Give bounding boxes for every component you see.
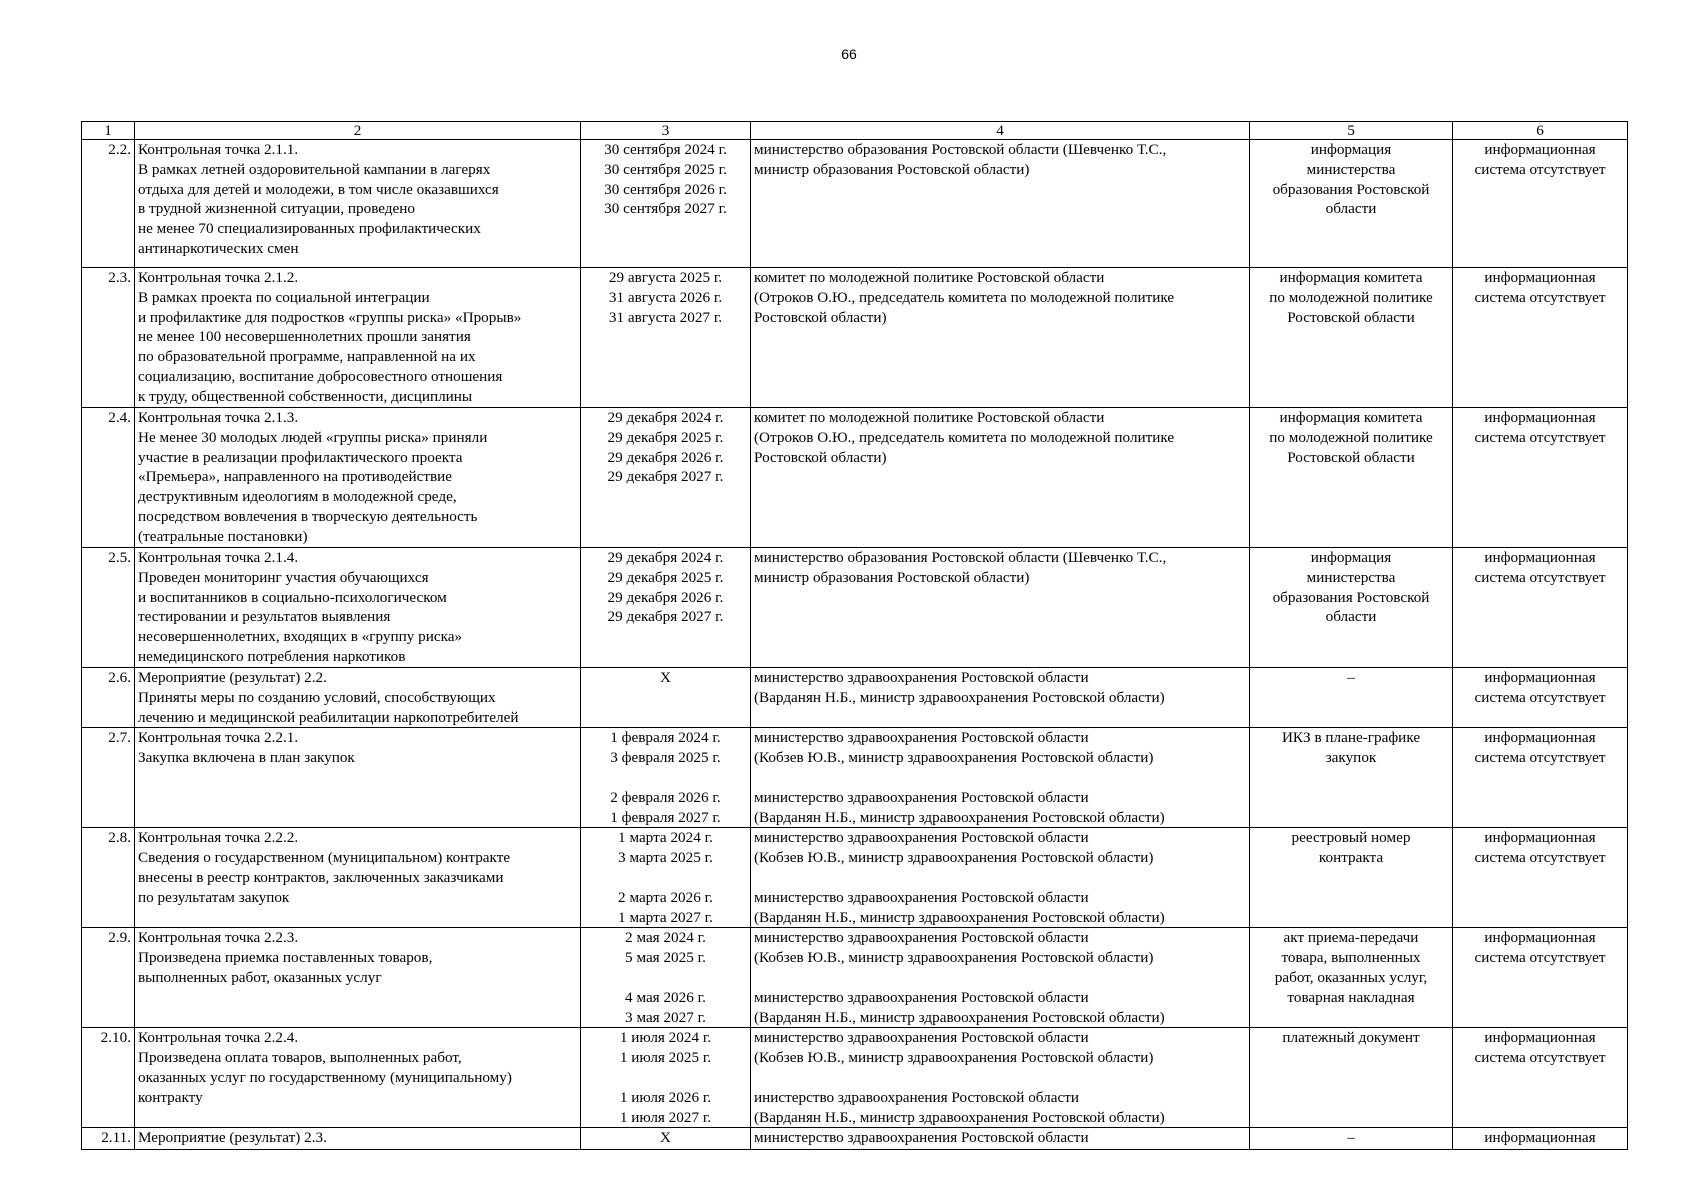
header-cell: 3 <box>581 122 751 140</box>
info-system-cell: информационная система отсутствует <box>1453 1028 1628 1128</box>
responsible-cell: комитет по молодежной политике Ростовской области (Отроков О.Ю., председатель комитета по молодежной политике Ростовской области) <box>751 408 1250 548</box>
table-row <box>82 1028 1628 1128</box>
document-type-cell: информация комитета по молодежной политике Ростовской области <box>1250 408 1453 548</box>
document-type-cell: ИКЗ в плане-графике закупок <box>1250 728 1453 828</box>
table-row <box>82 728 1628 828</box>
document-type-cell: акт приема-передачи товара, выполненных работ, оказанных услуг, товарная накладная <box>1250 928 1453 1028</box>
header-cell: 2 <box>135 122 581 140</box>
responsible-cell: министерство здравоохранения Ростовской области (Кобзев Ю.В., министр здравоохранения Ростовской области) министерство здравоохранения Ростовской области (Варданян Н.Б., министр здравоохранения Ростовской области) <box>751 728 1250 828</box>
document-type-cell: реестровый номер контракта <box>1250 828 1453 928</box>
deadline-cell: X <box>581 1128 751 1150</box>
row-number: 2.8. <box>82 828 135 928</box>
table-row <box>82 408 1628 548</box>
deadline-cell: 30 сентября 2024 г. 30 сентября 2025 г. 30 сентября 2026 г. 30 сентября 2027 г. <box>581 140 751 268</box>
info-system-cell: информационная система отсутствует <box>1453 928 1628 1028</box>
row-number: 2.7. <box>82 728 135 828</box>
table-row <box>82 928 1628 1028</box>
row-number: 2.3. <box>82 268 135 408</box>
deadline-cell: 29 августа 2025 г. 31 августа 2026 г. 31 августа 2027 г. <box>581 268 751 408</box>
deadline-cell: 1 марта 2024 г. 3 марта 2025 г. 2 марта 2026 г. 1 марта 2027 г. <box>581 828 751 928</box>
deadline-cell: 1 июля 2024 г. 1 июля 2025 г. 1 июля 2026 г. 1 июля 2027 г. <box>581 1028 751 1128</box>
responsible-cell: министерство образования Ростовской области (Шевченко Т.С., министр образования Ростовской области) <box>751 140 1250 268</box>
page-number: 66 <box>841 46 857 62</box>
measure-name: Контрольная точка 2.1.4. Проведен мониторинг участия обучающихся и воспитанников в социально-психологическом тестировании и результатов выявления несовершеннолетних, входящих в «группу риска» немедицинского потребления наркотиков <box>135 548 581 668</box>
row-number: 2.6. <box>82 668 135 728</box>
header-cell: 4 <box>751 122 1250 140</box>
document-type-cell: – <box>1250 1128 1453 1150</box>
table-row <box>82 828 1628 928</box>
deadline-cell: 2 мая 2024 г. 5 мая 2025 г. 4 мая 2026 г. 3 мая 2027 г. <box>581 928 751 1028</box>
table-row <box>82 268 1628 408</box>
info-system-cell: информационная система отсутствует <box>1453 828 1628 928</box>
document-type-cell: информация комитета по молодежной политике Ростовской области <box>1250 268 1453 408</box>
row-number: 2.10. <box>82 1028 135 1128</box>
header-cell: 1 <box>82 122 135 140</box>
plan-table <box>81 121 1628 1150</box>
row-number: 2.5. <box>82 548 135 668</box>
row-number: 2.9. <box>82 928 135 1028</box>
deadline-cell: 29 декабря 2024 г. 29 декабря 2025 г. 29 декабря 2026 г. 29 декабря 2027 г. <box>581 408 751 548</box>
document-type-cell: информация министерства образования Ростовской области <box>1250 548 1453 668</box>
responsible-cell: министерство здравоохранения Ростовской области (Варданян Н.Б., министр здравоохранения Ростовской области) <box>751 668 1250 728</box>
table-row <box>82 1128 1628 1150</box>
document-type-cell: – <box>1250 668 1453 728</box>
info-system-cell: информационная система отсутствует <box>1453 140 1628 268</box>
measure-name: Контрольная точка 2.2.4. Произведена оплата товаров, выполненных работ, оказанных услуг по государственному (муниципальному) контракту <box>135 1028 581 1128</box>
header-cell: 5 <box>1250 122 1453 140</box>
info-system-cell: информационная система отсутствует <box>1453 268 1628 408</box>
table-row <box>82 668 1628 728</box>
measure-name: Контрольная точка 2.1.2. В рамках проекта по социальной интеграции и профилактике для подростков «группы риска» «Прорыв» не менее 100 несовершеннолетних прошли занятия по образовательной программе, направленной на их социализацию, воспитание добросовестного отношения к труду, общественной собственности, дисциплины <box>135 268 581 408</box>
row-number: 2.2. <box>82 140 135 268</box>
row-number: 2.4. <box>82 408 135 548</box>
responsible-cell: министерство здравоохранения Ростовской области (Кобзев Ю.В., министр здравоохранения Ростовской области) министерство здравоохранения Ростовской области (Варданян Н.Б., министр здравоохранения Ростовской области) <box>751 828 1250 928</box>
deadline-cell: 1 февраля 2024 г. 3 февраля 2025 г. 2 февраля 2026 г. 1 февраля 2027 г. <box>581 728 751 828</box>
info-system-cell: информационная система отсутствует <box>1453 668 1628 728</box>
measure-name: Контрольная точка 2.1.1. В рамках летней оздоровительной кампании в лагерях отдыха для детей и молодежи, в том числе оказавшихся в трудной жизненной ситуации, проведено не менее 70 специализированных профилактических антинаркотических смен <box>135 140 581 268</box>
info-system-cell: информационная система отсутствует <box>1453 548 1628 668</box>
table-row <box>82 548 1628 668</box>
info-system-cell: информационная <box>1453 1128 1628 1150</box>
responsible-cell: министерство образования Ростовской области (Шевченко Т.С., министр образования Ростовской области) <box>751 548 1250 668</box>
table-row <box>82 140 1628 268</box>
measure-name: Мероприятие (результат) 2.2. Приняты меры по созданию условий, способствующих лечению и медицинской реабилитации наркопотребителей <box>135 668 581 728</box>
deadline-cell: 29 декабря 2024 г. 29 декабря 2025 г. 29 декабря 2026 г. 29 декабря 2027 г. <box>581 548 751 668</box>
measure-name: Мероприятие (результат) 2.3. <box>135 1128 581 1150</box>
responsible-cell: министерство здравоохранения Ростовской области (Кобзев Ю.В., министр здравоохранения Ростовской области) инистерство здравоохранения Ростовской области (Варданян Н.Б., министр здравоохранения Ростовской области) <box>751 1028 1250 1128</box>
responsible-cell: министерство здравоохранения Ростовской области <box>751 1128 1250 1150</box>
info-system-cell: информационная система отсутствует <box>1453 728 1628 828</box>
header-cell: 6 <box>1453 122 1628 140</box>
measure-name: Контрольная точка 2.1.3. Не менее 30 молодых людей «группы риска» приняли участие в реализации профилактического проекта «Премьера», направленного на противодействие деструктивным идеологиям в молодежной среде, посредством вовлечения в творческую деятельность (театральные постановки) <box>135 408 581 548</box>
responsible-cell: комитет по молодежной политике Ростовской области (Отроков О.Ю., председатель комитета по молодежной политике Ростовской области) <box>751 268 1250 408</box>
row-number: 2.11. <box>82 1128 135 1150</box>
measure-name: Контрольная точка 2.2.1. Закупка включена в план закупок <box>135 728 581 828</box>
document-type-cell: информация министерства образования Ростовской области <box>1250 140 1453 268</box>
document-type-cell: платежный документ <box>1250 1028 1453 1128</box>
deadline-cell: X <box>581 668 751 728</box>
responsible-cell: министерство здравоохранения Ростовской области (Кобзев Ю.В., министр здравоохранения Ростовской области) министерство здравоохранения Ростовской области (Варданян Н.Б., министр здравоохранения Ростовской области) <box>751 928 1250 1028</box>
header-row <box>82 122 1628 140</box>
measure-name: Контрольная точка 2.2.2. Сведения о государственном (муниципальном) контракте внесены в реестр контрактов, заключенных заказчиками по результатам закупок <box>135 828 581 928</box>
measure-name: Контрольная точка 2.2.3. Произведена приемка поставленных товаров, выполненных работ, оказанных услуг <box>135 928 581 1028</box>
info-system-cell: информационная система отсутствует <box>1453 408 1628 548</box>
